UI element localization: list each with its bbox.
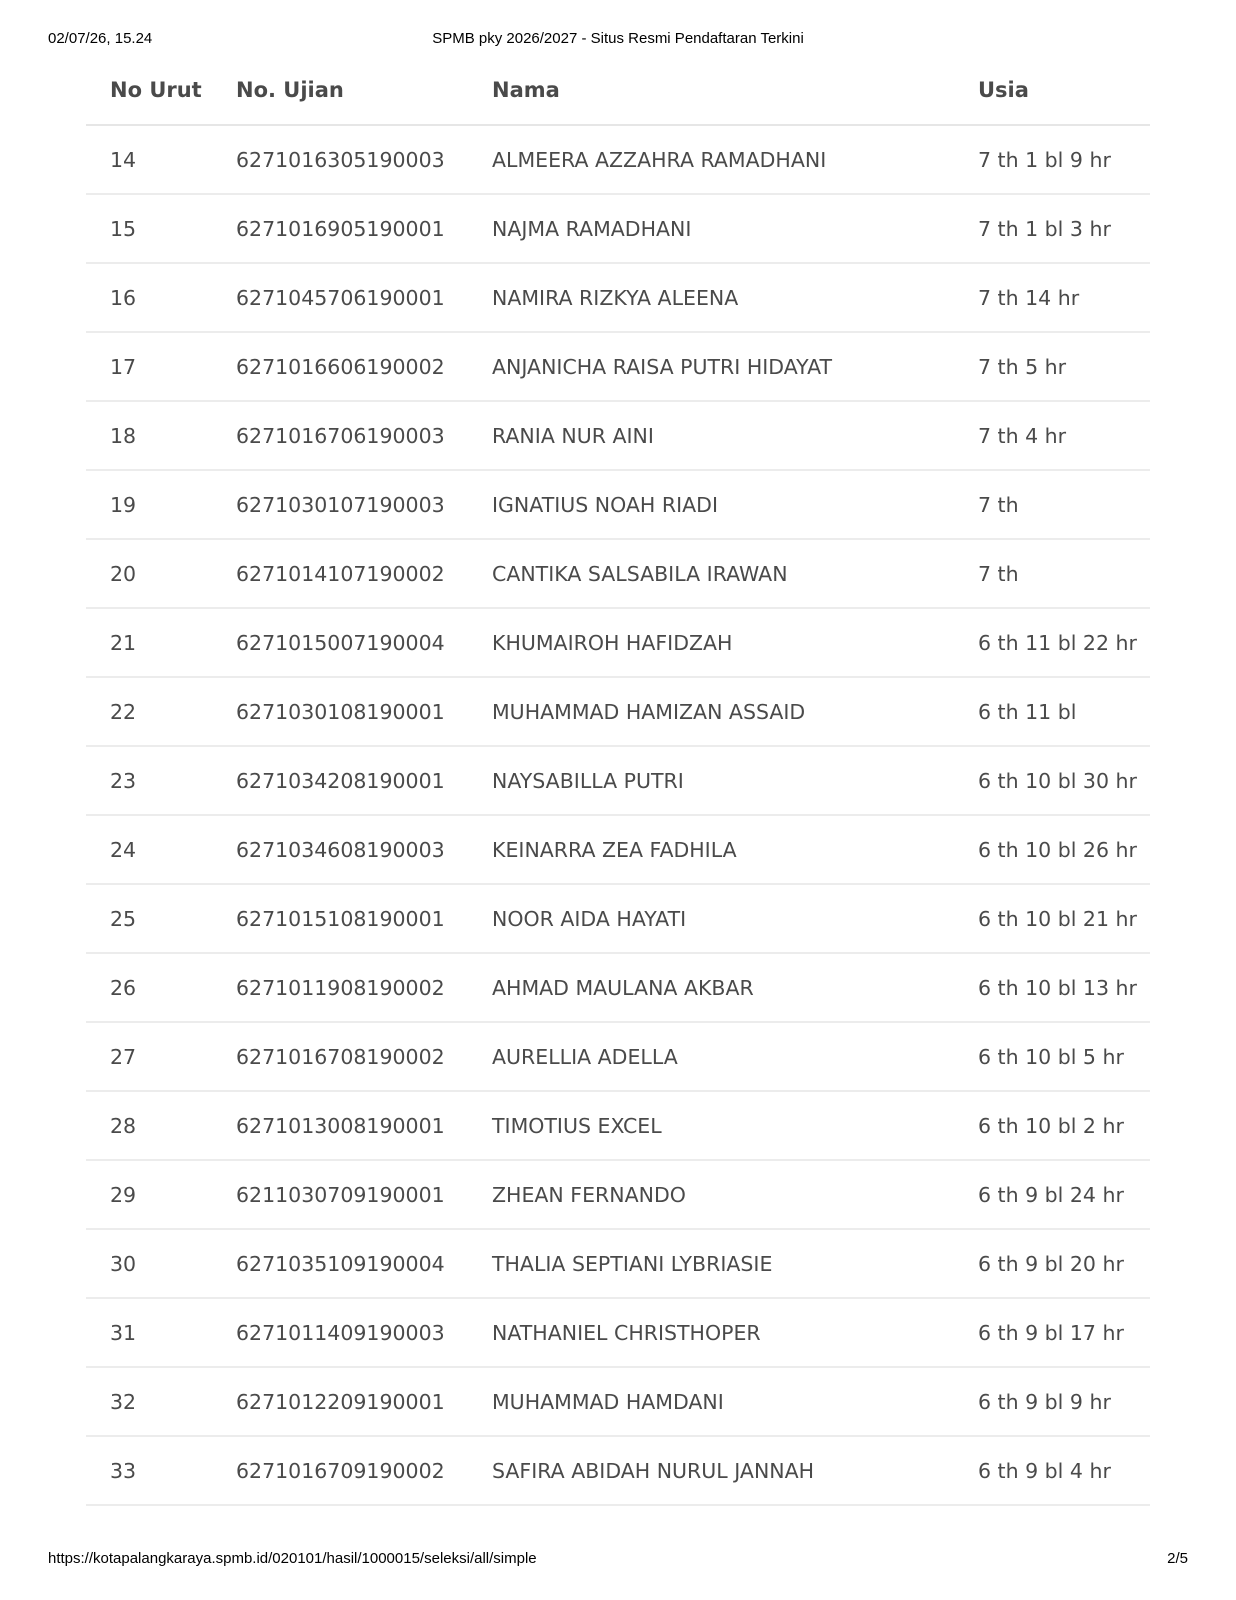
table-row [86, 470, 1150, 539]
cell-usia: 6 th 10 bl 26 hr [954, 815, 1150, 884]
cell-nama: SAFIRA ABIDAH NURUL JANNAH [468, 1436, 954, 1505]
cell-usia: 7 th 1 bl 9 hr [954, 125, 1150, 194]
cell-no-ujian: 6271016305190003 [212, 125, 468, 194]
cell-no-ujian: 6211030709190001 [212, 1160, 468, 1229]
cell-no-ujian: 6271034608190003 [212, 815, 468, 884]
table-row [86, 815, 1150, 884]
table-body [86, 125, 1150, 1505]
cell-nama: KEINARRA ZEA FADHILA [468, 815, 954, 884]
cell-no-urut: 26 [86, 953, 212, 1022]
table-row [86, 401, 1150, 470]
cell-no-urut: 21 [86, 608, 212, 677]
cell-no-ujian: 6271030108190001 [212, 677, 468, 746]
cell-usia: 7 th 14 hr [954, 263, 1150, 332]
cell-nama: IGNATIUS NOAH RIADI [468, 470, 954, 539]
cell-nama: AURELLIA ADELLA [468, 1022, 954, 1091]
page-url: https://kotapalangkaraya.spmb.id/020101/hasil/1000015/seleksi/all/simple [48, 1550, 537, 1567]
table-row [86, 332, 1150, 401]
cell-usia: 6 th 10 bl 13 hr [954, 953, 1150, 1022]
cell-no-urut: 19 [86, 470, 212, 539]
cell-usia: 7 th 4 hr [954, 401, 1150, 470]
cell-no-urut: 23 [86, 746, 212, 815]
cell-usia: 6 th 11 bl [954, 677, 1150, 746]
cell-nama: RANIA NUR AINI [468, 401, 954, 470]
cell-nama: AHMAD MAULANA AKBAR [468, 953, 954, 1022]
cell-no-urut: 29 [86, 1160, 212, 1229]
cell-usia: 6 th 10 bl 2 hr [954, 1091, 1150, 1160]
results-table [86, 56, 1150, 1506]
cell-no-urut: 15 [86, 194, 212, 263]
cell-nama: CANTIKA SALSABILA IRAWAN [468, 539, 954, 608]
cell-usia: 7 th 1 bl 3 hr [954, 194, 1150, 263]
cell-no-ujian: 6271014107190002 [212, 539, 468, 608]
table-row [86, 1022, 1150, 1091]
cell-nama: NAJMA RAMADHANI [468, 194, 954, 263]
cell-nama: MUHAMMAD HAMIZAN ASSAID [468, 677, 954, 746]
cell-no-ujian: 6271015007190004 [212, 608, 468, 677]
cell-usia: 6 th 9 bl 24 hr [954, 1160, 1150, 1229]
print-date: 02/07/26, 15.24 [48, 30, 153, 47]
table-row [86, 1436, 1150, 1505]
table-row [86, 263, 1150, 332]
cell-no-urut: 28 [86, 1091, 212, 1160]
cell-usia: 6 th 9 bl 9 hr [954, 1367, 1150, 1436]
cell-no-urut: 25 [86, 884, 212, 953]
table-row [86, 677, 1150, 746]
table-row [86, 1367, 1150, 1436]
cell-no-urut: 17 [86, 332, 212, 401]
column-header-usia: Usia [954, 56, 1150, 125]
cell-usia: 6 th 10 bl 21 hr [954, 884, 1150, 953]
cell-nama: ALMEERA AZZAHRA RAMADHANI [468, 125, 954, 194]
table-row [86, 125, 1150, 194]
cell-no-urut: 14 [86, 125, 212, 194]
cell-no-urut: 31 [86, 1298, 212, 1367]
column-header-nama: Nama [468, 56, 954, 125]
cell-no-urut: 33 [86, 1436, 212, 1505]
cell-usia: 6 th 10 bl 30 hr [954, 746, 1150, 815]
cell-nama: TIMOTIUS EXCEL [468, 1091, 954, 1160]
cell-no-ujian: 6271016706190003 [212, 401, 468, 470]
table-row [86, 1229, 1150, 1298]
cell-no-urut: 24 [86, 815, 212, 884]
column-header-no-urut: No Urut [86, 56, 212, 125]
cell-nama: NAMIRA RIZKYA ALEENA [468, 263, 954, 332]
cell-no-ujian: 6271011908190002 [212, 953, 468, 1022]
print-footer [48, 1550, 1188, 1570]
cell-no-ujian: 6271012209190001 [212, 1367, 468, 1436]
cell-no-ujian: 6271013008190001 [212, 1091, 468, 1160]
cell-nama: MUHAMMAD HAMDANI [468, 1367, 954, 1436]
page-title: SPMB pky 2026/2027 - Situs Resmi Pendaftaran Terkini [432, 30, 804, 47]
cell-no-urut: 22 [86, 677, 212, 746]
cell-nama: NAYSABILLA PUTRI [468, 746, 954, 815]
cell-usia: 6 th 9 bl 20 hr [954, 1229, 1150, 1298]
cell-usia: 6 th 11 bl 22 hr [954, 608, 1150, 677]
cell-no-urut: 27 [86, 1022, 212, 1091]
cell-no-urut: 16 [86, 263, 212, 332]
table-row [86, 884, 1150, 953]
table-row [86, 1160, 1150, 1229]
cell-no-ujian: 6271035109190004 [212, 1229, 468, 1298]
cell-usia: 6 th 9 bl 17 hr [954, 1298, 1150, 1367]
cell-no-urut: 18 [86, 401, 212, 470]
table-row [86, 953, 1150, 1022]
cell-no-urut: 32 [86, 1367, 212, 1436]
cell-no-ujian: 6271016606190002 [212, 332, 468, 401]
table-header-row [86, 56, 1150, 125]
cell-no-ujian: 6271034208190001 [212, 746, 468, 815]
table-row [86, 194, 1150, 263]
cell-nama: NOOR AIDA HAYATI [468, 884, 954, 953]
cell-no-ujian: 6271045706190001 [212, 263, 468, 332]
cell-no-ujian: 6271011409190003 [212, 1298, 468, 1367]
cell-nama: THALIA SEPTIANI LYBRIASIE [468, 1229, 954, 1298]
cell-usia: 6 th 10 bl 5 hr [954, 1022, 1150, 1091]
table-row [86, 608, 1150, 677]
table-row [86, 746, 1150, 815]
cell-nama: ZHEAN FERNANDO [468, 1160, 954, 1229]
cell-nama: KHUMAIROH HAFIDZAH [468, 608, 954, 677]
cell-no-ujian: 6271016708190002 [212, 1022, 468, 1091]
cell-nama: ANJANICHA RAISA PUTRI HIDAYAT [468, 332, 954, 401]
cell-usia: 7 th [954, 539, 1150, 608]
cell-usia: 7 th [954, 470, 1150, 539]
cell-no-ujian: 6271030107190003 [212, 470, 468, 539]
table-row [86, 1091, 1150, 1160]
cell-no-ujian: 6271015108190001 [212, 884, 468, 953]
cell-no-urut: 20 [86, 539, 212, 608]
column-header-no-ujian: No. Ujian [212, 56, 468, 125]
cell-no-ujian: 6271016905190001 [212, 194, 468, 263]
page-number: 2/5 [1167, 1550, 1188, 1567]
cell-nama: NATHANIEL CHRISTHOPER [468, 1298, 954, 1367]
cell-usia: 7 th 5 hr [954, 332, 1150, 401]
table-row [86, 539, 1150, 608]
cell-no-ujian: 6271016709190002 [212, 1436, 468, 1505]
cell-no-urut: 30 [86, 1229, 212, 1298]
table-row [86, 1298, 1150, 1367]
print-header [48, 30, 1188, 50]
cell-usia: 6 th 9 bl 4 hr [954, 1436, 1150, 1505]
